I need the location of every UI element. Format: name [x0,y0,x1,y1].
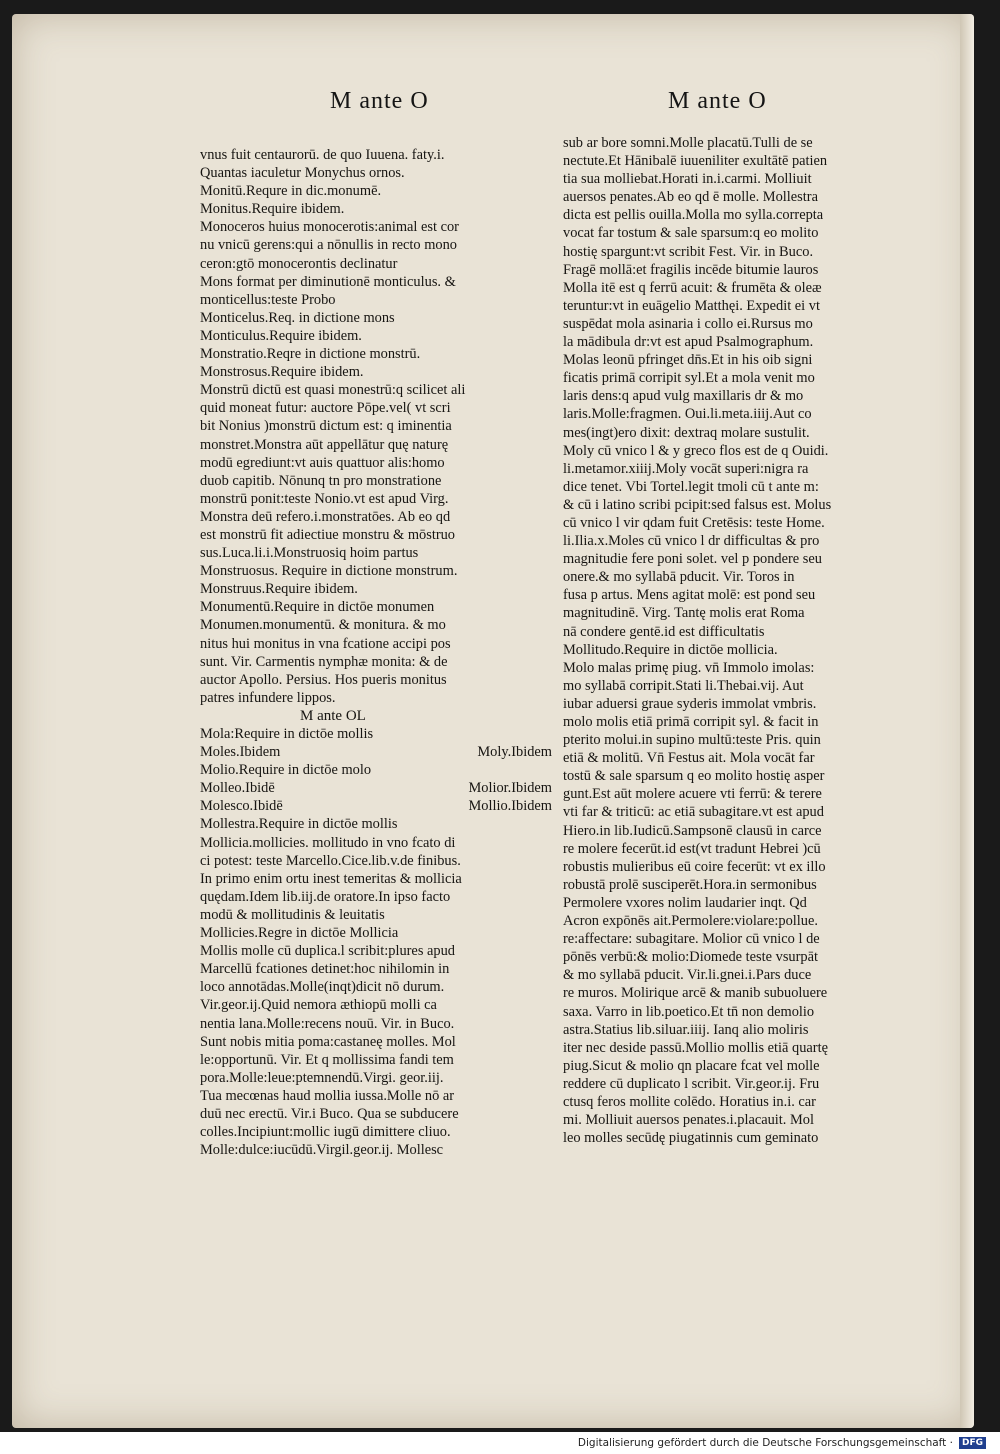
page-edge [960,14,974,1428]
text-line: bit Nonius )monstrū dictum est: q iminentia [200,418,452,435]
text-line: sub ar bore somni.Molle placatū.Tulli de se [563,135,813,151]
text-line: fusa p artus. Mens agitat molē: est pond seu [563,587,816,604]
text-line: molo molis etiā primā corripit syl. & facit in [563,714,819,730]
entry-pair [200,743,552,761]
entry-left: Molleo.Ibidē [200,780,275,797]
text-line: Monitus.Require ibidem. [200,201,345,218]
text-line: colles.Incipiunt:mollic iugū dimittere cliuo. [200,1124,451,1141]
text-line: patres infundere lippos. [200,689,336,706]
text-line: dice tenet. Vbi Tortel.legit tmoli cū t ante m: [563,478,819,495]
text-line: mes(ingt)ero dixit: dextraq molare sustulit. [563,424,810,441]
text-line: Monumen.monumentū. & monitura. & mo [200,617,446,634]
digitization-footer [0,1432,1000,1454]
text-line: quędam.Idem lib.iij.de oratore.In ipso facto [200,888,451,905]
text-line: nectute.Et Hānibalē iuueniliter exultātē patien [563,153,828,170]
text-line: nā condere gentē.id est difficultatis [563,623,765,640]
entry-left: Molesco.Ibidē [200,798,283,815]
section-subheading: M ante OL [300,707,366,724]
text-line: Molo malas primę piug. vn̄ Immolo imolas: [563,659,815,676]
text-line: Molle:dulce:iucūdū.Virgil.geor.ij. Mollesc [200,1142,444,1159]
text-line: nitus hui monitus in vna fcatione accipi pos [200,635,451,652]
text-line: tostū & sale sparsum q eo molito hostię asper [563,768,825,785]
text-line: sus.Luca.li.i.Monstruosiq hoim partus [200,545,419,562]
text-line: etiā & molitū. Vn̄ Festus ait. Mola vocāt far [563,750,815,767]
entry-left: Molio.Require in dictōe molo [200,762,372,779]
text-line: ci potest: teste Marcello.Cice.lib.v.de finibus. [200,852,461,869]
text-line: gunt.Est aūt molere acuere vti ferrū: & terere [563,786,822,803]
text-line: Sunt nobis mitia poma:castaneę molles. Mol [200,1033,456,1050]
text-line: Monstrū dictū est quasi monestrū:q scilicet ali [200,382,466,399]
entry-right: Moly.Ibidem [477,744,552,761]
text-line: Mollitudo.Require in dictōe mollicia. [563,641,778,658]
text-line: pterito molui.in supino multū:teste Pris. quin [563,732,821,749]
left-column [200,146,552,1159]
text-line: auersos penates.Ab eo qd ē molle. Mollestra [563,189,818,206]
text-line: suspēdat mola asinaria i collo ei.Rursus mo [563,315,813,332]
text-line: loco annotādas.Molle(inqt)dicit nō durum. [200,979,445,996]
text-line: iubar aduersi graue syderis immolat vmbris. [563,695,817,712]
text-line: la mādibula dr:vt est apud Psalmographum. [563,334,814,351]
text-line: Acron expōnēs ait.Permolere:violare:pollue. [563,913,818,930]
dfg-logo: DFG [959,1437,986,1449]
text-line: li.Ilia.x.Moles cū vnico l dr difficultas & pro [563,533,820,550]
text-line: monstret.Monstra aūt appellātur quę naturę [200,436,449,453]
text-line: leo molles secūdę piugatinnis cum geminato [563,1130,819,1147]
text-line: Moly cū vnico l & y greco flos est de q Ouidi. [563,442,829,459]
text-line: vti far & triticū: ac etiā subagitare.vt est apud [563,804,824,821]
text-line: Mollis molle cū duplica.l scribit:plures apud [200,943,455,960]
entry-pair [200,779,552,797]
text-line: vocat far tostum & sale sparsum:q eo molito [563,225,819,242]
text-line: Quantas iaculetur Monychus ornos. [200,165,405,182]
text-line: Marcellū fcationes detinet:hoc nihilomin in [200,961,450,978]
text-line: Monstrosus.Require ibidem. [200,364,364,381]
text-line: magnitudie fere poni solet. vel p pondere seu [563,551,822,568]
text-line: Mola:Require in dictōe mollis [200,726,374,742]
text-line: Mollestra.Require in dictōe mollis [200,816,398,833]
text-line: Permolere vxores nolim laudarier inqt. Qd [563,894,807,911]
text-line: Molas leonū pfringet dn̄s.Et in his oib signi [563,352,813,369]
text-line: Fragē mollā:et fragilis incēde bitumie lauros [563,261,819,278]
text-line: hostię spargunt:vt scribit Fest. Vir. in Buco. [563,243,814,260]
text-line: reddere cū duplicato l scribit. Vir.geor.ij. Fru [563,1075,820,1092]
text-line: monticellus:teste Probo [200,291,336,308]
text-line: quid moneat futur: auctore Pōpe.vel( vt scri [200,400,451,417]
text-line: magnitudinē. Virg. Tantę molis erat Roma [563,605,805,622]
text-line: Monticulus.Require ibidem. [200,327,362,344]
text-line: modū egrediunt:vt auis quattuor alis:homo [200,454,445,471]
text-line: ceron:gtō monocerontis declinatur [200,255,398,272]
text-line: duū nec erectū. Vir.i Buco. Qua se subducere [200,1105,459,1122]
text-line: Mons format per diminutionē monticulus. & [200,273,456,290]
text-line: Monoceros huius monocerotis:animal est cor [200,219,459,236]
footer-text: Digitalisierung gefördert durch die Deutsche Forschungsgemeinschaft · [577,1437,953,1449]
entry-pair [200,797,552,815]
text-line: modū & mollitudinis & leuitatis [200,906,385,923]
text-line: nentia lana.Molle:recens nouū. Vir. in Buco. [200,1015,455,1032]
text-line: laris dens:q apud vulg maxillaris dr & mo [563,388,804,405]
text-line: robustā prolē susciperēt.Hora.in sermonibus [563,876,817,893]
text-line: re:affectare: subagitare. Molior cū vnico l de [563,931,820,948]
text-line: re molere fecerūt.id est(vt tradunt Hebrei )cū [563,840,821,857]
text-line: mi. Molliuit auersos penates.i.placauit. Mol [563,1112,814,1129]
text-line: mo syllabā corripit.Stati li.Thebai.vij. Aut [563,677,804,694]
text-line: In primo enim ortu inest temeritas & mollicia [200,870,462,887]
text-line: pora.Molle:leue:ptemnendū.Virgi. geor.iij. [200,1069,444,1086]
text-line: Monstra deū refero.i.monstratōes. Ab eo qd [200,508,451,525]
text-line: tia sua molliebat.Horati in.i.carmi. Molliuit [563,171,812,188]
text-line: est monstrū fit adiectiue monstru & mōstruo [200,526,455,543]
text-line: re muros. Molirique arcē & manib subuoluere [563,985,828,1002]
text-line: Tua mecœnas haud mollia iussa.Molle nō ar [200,1087,455,1104]
text-line: Monitū.Requre in dic.monumē. [200,183,382,200]
text-line: Mollicia.mollicies. mollitudo in vno fcato di [200,834,456,851]
right-column [563,134,915,1147]
running-head-left: M ante O [330,88,429,114]
text-line: Monstruus.Require ibidem. [200,581,358,598]
text-line: Molla itē est q ferrū acuit: & frumēta & oleæ [563,279,822,296]
running-head-right: M ante O [668,88,767,114]
text-line: iter nec deside passū.Mollio mollis etiā quartę [563,1039,828,1056]
text-line: robustis mulieribus eū coire fecerūt: vt ex illo [563,858,826,875]
text-line: li.metamor.xiiij.Moly vocāt superi:nigra ra [563,460,809,477]
text-line: auctor Apollo. Persius. Hos pueris monitus [200,671,447,688]
text-line: Monumentū.Require in dictōe monumen [200,599,435,616]
text-line: le:opportunū. Vir. Et q mollissima fandi tem [200,1051,454,1068]
text-line: astra.Statius lib.siluar.iiij. Ianq alio moliris [563,1021,809,1038]
text-line: & cū i latino scribi pcipit:sed falsus est. Molus [563,496,832,513]
text-line: nu vnicū gerens:qui a nōnullis in recto mono [200,237,457,254]
text-line: sunt. Vir. Carmentis nymphæ monita: & de [200,653,448,670]
text-line: & mo syllabā pducit. Vir.li.gnei.i.Pars duce [563,967,812,984]
entry-right: Molior.Ibidem [468,780,552,797]
text-line: cū vnico l vir qdam fuit Cretēsis: teste Home. [563,514,825,531]
text-line: teruntur:vt in euāgelio Matthęi. Expedit ei vt [563,297,820,314]
text-line: ficatis primā corripit syl.Et a mola venit mo [563,370,815,387]
text-line: dicta est pellis ouilla.Molla mo sylla.correpta [563,207,824,224]
text-line: Monticelus.Req. in dictione mons [200,309,395,326]
text-line: Monstruosus. Require in dictione monstrum. [200,563,458,580]
text-line: Vir.geor.ij.Quid nemora æthiopū molli ca [200,997,437,1014]
entry-pair [200,761,552,779]
text-line: laris.Molle:fragmen. Oui.li.meta.iiij.Aut co [563,406,812,423]
text-line: ctusq feros mollite colēdo. Horatius in.i. car [563,1093,816,1110]
text-line: piug.Sicut & molio qn placare fcat vel molle [563,1057,820,1074]
text-line: onere.& mo syllabā pducit. Vir. Toros in [563,569,795,586]
entry-right: Mollio.Ibidem [468,798,552,815]
text-line: saxa. Varro in lib.poetico.Et tn̄ non demolio [563,1003,815,1020]
text-line: Monstratio.Reqre in dictione monstrū. [200,346,421,363]
text-line: Mollicies.Regre in dictōe Mollicia [200,925,399,942]
text-line: vnus fuit centaurorū. de quo Iuuena. faty.i. [200,147,445,163]
text-line: duob capitib. Nōnunq tn pro monstratione [200,472,442,489]
text-line: pōnēs verbū:& molio:Diomede teste vsurpāt [563,949,818,966]
text-line: Hiero.in lib.Iudicū.Sampsonē clausū in carce [563,822,822,839]
text-line: monstrū ponit:teste Nonio.vt est apud Virg. [200,490,449,507]
entry-left: Moles.Ibidem [200,744,281,761]
